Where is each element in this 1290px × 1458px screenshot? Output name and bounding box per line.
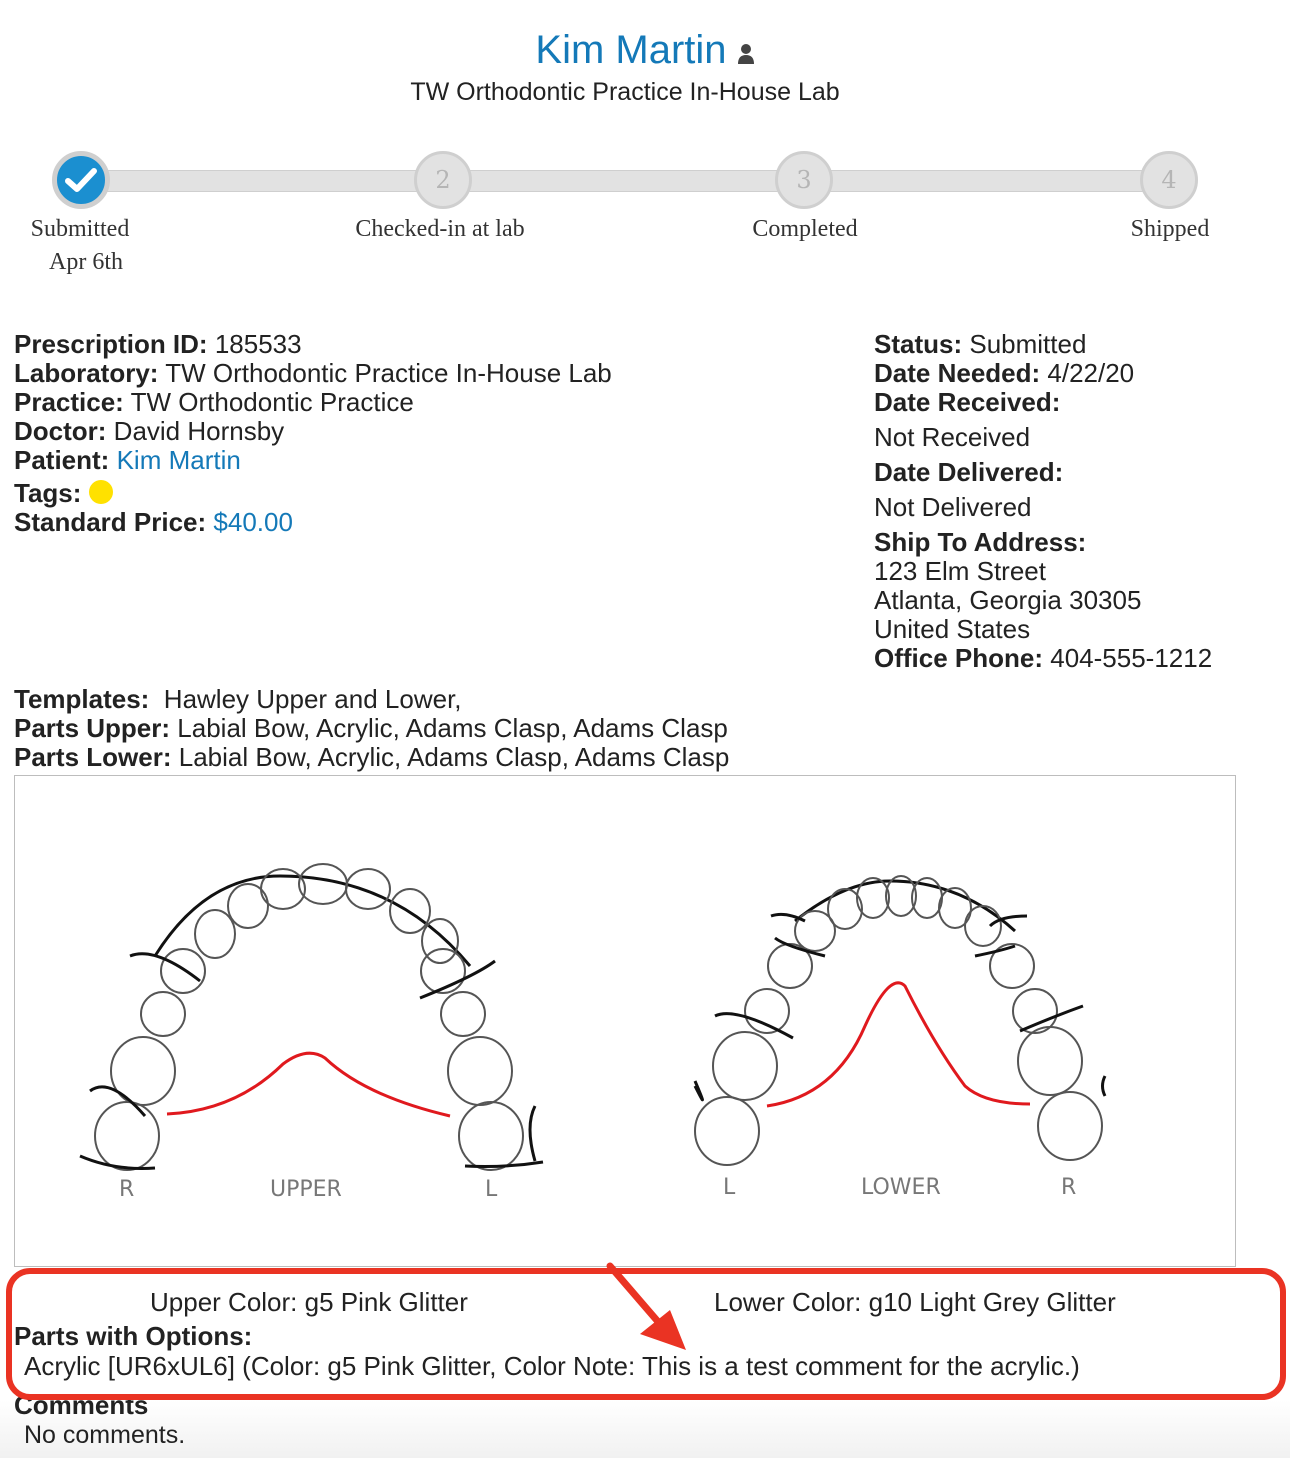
prescription-id-row: Prescription ID: 185533 (14, 329, 302, 359)
upper-arch-label: UPPER (270, 1177, 342, 1202)
prescription-details (14, 330, 612, 537)
step-submitted-label: Submitted (30, 216, 130, 242)
person-icon (737, 30, 755, 75)
check-icon (64, 166, 98, 194)
tag-dot-yellow[interactable] (89, 480, 113, 504)
parts-lower-row: Parts Lower: Labial Bow, Acrylic, Adams Clasp, Adams Clasp (14, 742, 730, 772)
step-submitted-date: Apr 6th (49, 249, 123, 275)
step-checked-in-label: Checked-in at lab (355, 216, 525, 242)
date-needed-row: Date Needed: 4/22/20 (874, 358, 1135, 388)
lower-right-side-label: R (1061, 1175, 1077, 1200)
upper-left-side-label: L (485, 1177, 498, 1202)
step-completed-circle: 3 (775, 151, 833, 209)
step-completed-label: Completed (752, 216, 858, 242)
patient-row: Patient: Kim Martin (14, 445, 241, 475)
date-received-value: Not Received (874, 422, 1031, 452)
date-received-label: Date Received: (874, 387, 1061, 417)
progress-track (100, 170, 1180, 192)
lower-arch (695, 876, 1105, 1165)
practice-row: Practice: TW Orthodontic Practice (14, 387, 414, 417)
office-phone-row: Office Phone: 404-555-1212 (874, 643, 1213, 673)
address-line-3: United States (874, 614, 1031, 644)
date-delivered-value: Not Delivered (874, 492, 1032, 522)
annotation-arrow-icon (600, 1262, 700, 1352)
step-submitted-circle (52, 151, 110, 209)
appliance-diagram (14, 775, 1236, 1267)
lower-color: Lower Color: g10 Light Grey Glitter (714, 1287, 1116, 1317)
bottom-fade (0, 1400, 1290, 1458)
date-delivered-label: Date Delivered: (874, 457, 1064, 487)
step-shipped-circle: 4 (1140, 151, 1198, 209)
parts-options-line: Acrylic [UR6xUL6] (Color: g5 Pink Glitter, Color Note: This is a test comment for the acrylic.) (24, 1351, 1080, 1381)
ship-to-label: Ship To Address: (874, 527, 1087, 557)
price-row: Standard Price: $40.00 (14, 507, 293, 537)
step-shipped-label: Shipped (1130, 216, 1210, 242)
comments-title: Comments (14, 1390, 149, 1420)
step-checked-in-circle: 2 (414, 151, 472, 209)
lower-left-side-label: L (723, 1175, 736, 1200)
upper-right-side-label: R (119, 1177, 135, 1202)
price-link[interactable]: $40.00 (213, 507, 293, 537)
template-details (14, 685, 729, 772)
laboratory-row: Laboratory: TW Orthodontic Practice In-House Lab (14, 358, 612, 388)
lower-arch-label: LOWER (861, 1175, 941, 1200)
arch-diagram-svg (15, 776, 1235, 1266)
status-panel (874, 330, 1212, 673)
patient-name-header (0, 28, 1290, 75)
lab-subtitle: TW Orthodontic Practice In-House Lab (410, 78, 840, 106)
status-row: Status: Submitted (874, 329, 1087, 359)
tags-row: Tags: (14, 479, 612, 508)
patient-link[interactable]: Kim Martin (116, 445, 241, 475)
address-line-2: Atlanta, Georgia 30305 (874, 585, 1142, 615)
doctor-row: Doctor: David Hornsby (14, 416, 285, 446)
address-line-1: 123 Elm Street (874, 556, 1046, 586)
parts-upper-row: Parts Upper: Labial Bow, Acrylic, Adams Clasp, Adams Clasp (14, 713, 728, 743)
templates-row: Templates: Hawley Upper and Lower, (14, 684, 462, 714)
parts-options-title: Parts with Options: (14, 1321, 253, 1351)
patient-name-title: Kim Martin (535, 28, 727, 72)
upper-color: Upper Color: g5 Pink Glitter (150, 1287, 468, 1317)
comments-text: No comments. (24, 1421, 186, 1449)
upper-arch (80, 864, 543, 1266)
